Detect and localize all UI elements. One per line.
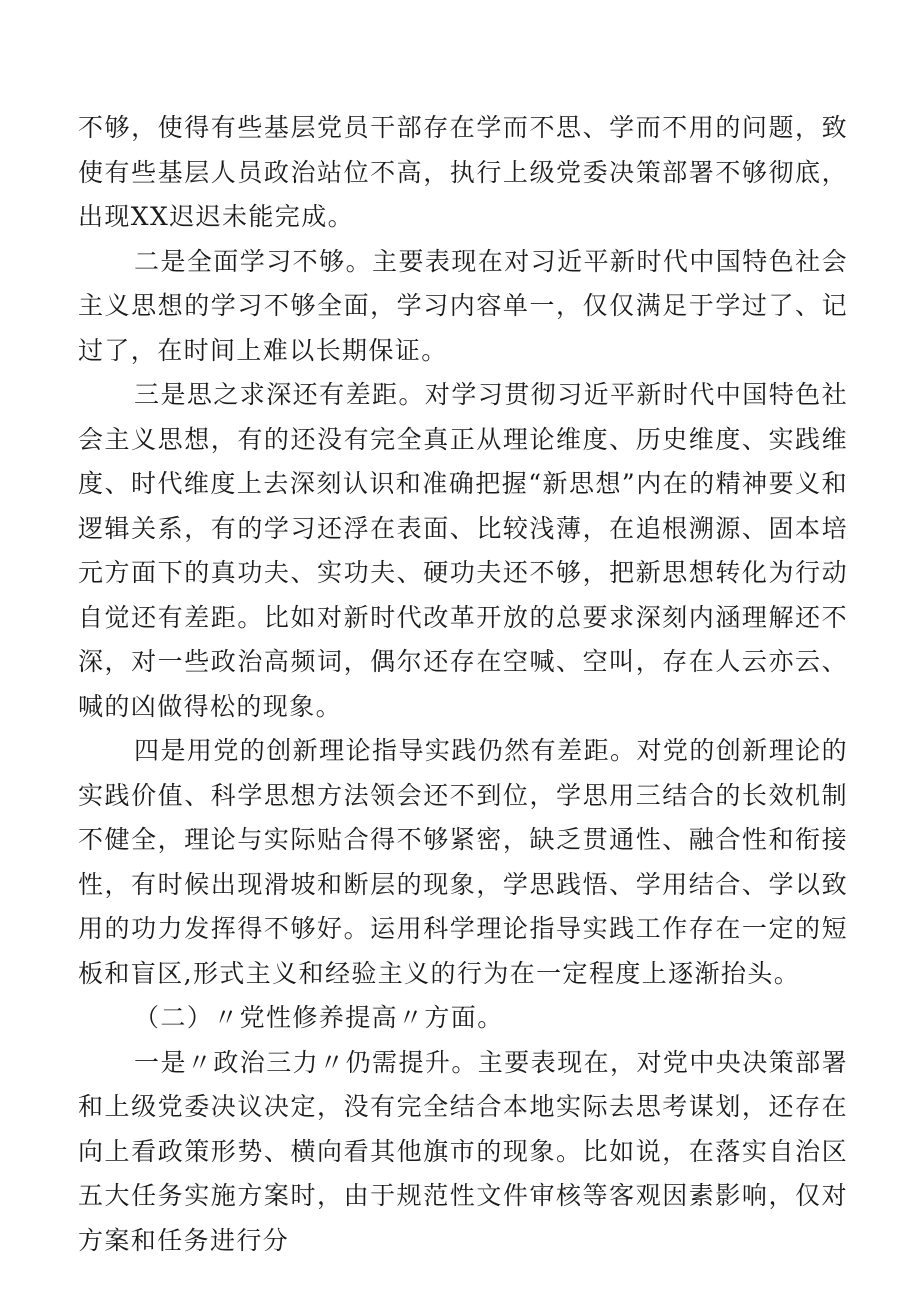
section-heading: （二）〃党性修养提高〃方面。 xyxy=(134,1003,504,1032)
document-body xyxy=(78,106,848,1263)
paragraph-point-two: 二是全面学习不够。主要表现在对习近平新时代中国特色社会主义思想的学习不够全面，学习内容单一，仅仅满足于学过了、记过了，在时间上难以长期保证。 xyxy=(78,246,848,365)
paragraph-continuation: 不够，使得有些基层党员干部存在学而不思、学而不用的问题，致使有些基层人员政治站位不高，执行上级党委决策部署不够彻底，出现XX迟迟未能完成。 xyxy=(78,113,848,231)
paragraph-point-three: 三是思之求深还有差距。对学习贯彻习近平新时代中国特色社会主义思想，有的还没有完全真正从理论维度、历史维度、实践维度、时代维度上去深刻认识和准确把握“新思想”内在的精神要义和逻辑关系，有的学习还浮在表面、比较浅薄，在追根溯源、固本培元方面下的真功夫、实功夫、硬功夫还不够，把新思想转化为行动自觉还有差距。比如对新时代改革开放的总要求深刻内涵理解还不深，对一些政治高频词，偶尔还存在空喊、空叫，存在人云亦云、喊的凶做得松的现象。 xyxy=(78,380,848,721)
paragraph-point-four: 四是用党的创新理论指导实践仍然有差距。对党的创新理论的实践价值、科学思想方法领会还不到位，学思用三结合的长效机制不健全，理论与实际贴合得不够紧密，缺乏贯通性、融合性和衔接性，有时候出现滑坡和断层的现象，学思践悟、学用结合、学以致用的功力发挥得不够好。运用科学理论指导实践工作存在一定的短板和盲区,形式主义和经验主义的行为在一定程度上逐渐抬头。 xyxy=(78,736,848,988)
paragraph-point-one: 一是〃政治三力〃仍需提升。主要表现在，对党中央决策部署和上级党委决议决定，没有完全结合本地实际去思考谋划，还存在向上看政策形势、横向看其他旗市的现象。比如说，在落实自治区五大任务实施方案时，由于规范性文件审核等客观因素影响，仅对方案和任务进行分 xyxy=(78,1047,848,1255)
